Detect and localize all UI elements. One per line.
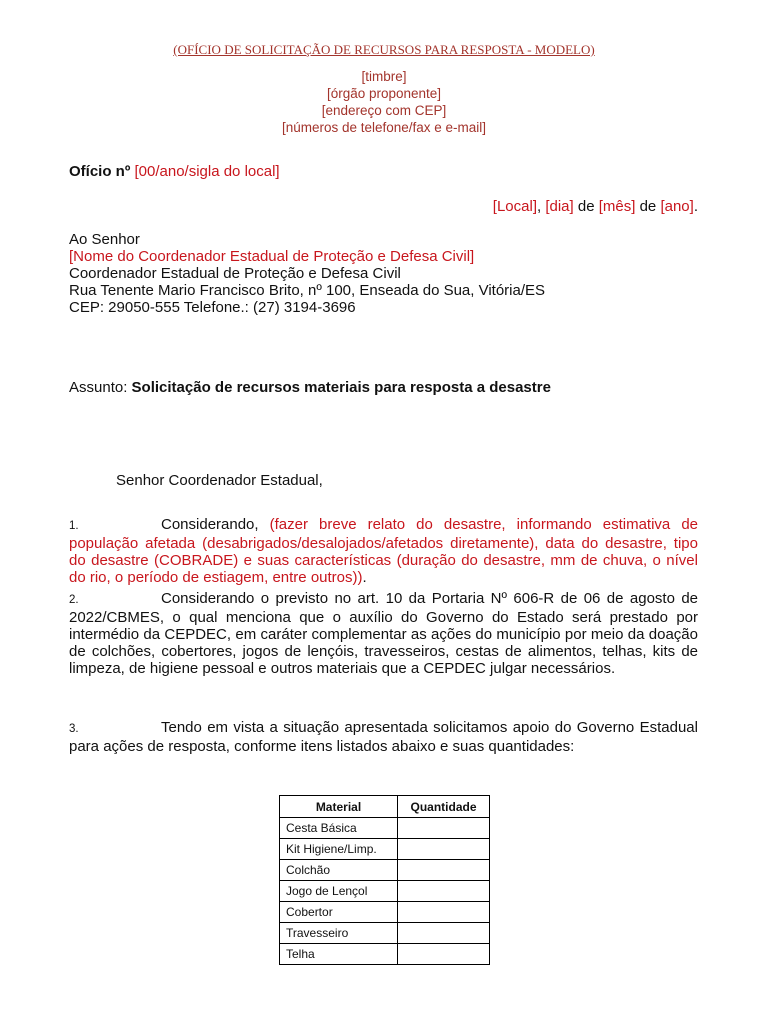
subject-line — [69, 379, 551, 396]
letterhead — [0, 68, 768, 136]
address-greeting: Ao Senhor — [69, 231, 140, 248]
quantity-cell[interactable] — [398, 818, 490, 839]
material-cell: Jogo de Lençol — [280, 881, 398, 902]
oficio-value: [00/ano/sigla do local] — [134, 163, 280, 180]
date-end: . — [693, 198, 698, 215]
letterhead-timbre: [timbre] — [361, 69, 407, 84]
paragraph-3 — [69, 719, 698, 755]
subject-label: Assunto: — [69, 379, 132, 396]
paragraph-1-number: 1. — [69, 520, 79, 532]
salutation: Senhor Coordenador Estadual, — [116, 472, 323, 489]
address-role: Coordenador Estadual de Proteção e Defesa Civil — [69, 265, 401, 282]
document-title: (OFÍCIO DE SOLICITAÇÃO DE RECURSOS PARA RESPOSTA - MODELO) — [173, 42, 595, 57]
header-material: Material — [280, 796, 398, 818]
table-row — [280, 902, 490, 923]
subject-text: Solicitação de recursos materiais para resposta a desastre — [131, 379, 551, 396]
date-ano: [ano] — [660, 198, 694, 215]
quantity-cell[interactable] — [398, 923, 490, 944]
header-quantidade: Quantidade — [398, 796, 490, 818]
oficio-label: Ofício nº — [69, 163, 131, 180]
address-cep: CEP: 29050-555 Telefone.: (27) 3194-3696 — [69, 299, 356, 316]
material-cell: Travesseiro — [280, 923, 398, 944]
table-header-row — [280, 796, 490, 818]
table-row — [280, 839, 490, 860]
letterhead-contato: [números de telefone/fax e e-mail] — [281, 120, 487, 135]
paragraph-1-end: . — [362, 569, 367, 586]
date-dia: [dia] — [545, 198, 574, 215]
address-street: Rua Tenente Mario Francisco Brito, nº 100, Enseada do Sua, Vitória/ES — [69, 282, 546, 299]
paragraph-1 — [69, 516, 698, 586]
paragraph-2 — [69, 590, 698, 677]
quantity-cell[interactable] — [398, 881, 490, 902]
paragraph-3-number: 3. — [69, 723, 79, 735]
recipient-address — [69, 231, 545, 316]
quantity-cell[interactable] — [398, 944, 490, 965]
materials-table — [279, 795, 490, 965]
material-cell: Colchão — [280, 860, 398, 881]
paragraph-1-placeholder: (fazer breve relato do desastre, informando estimativa de população afetada (desabrigados/desalojados/afetados diretamente), data do desastre, tipo do desastre (COBRADE) e suas características (duração do desastre, mm de chuva, o nível do rio, o período de estiagem, entre outros)) — [69, 516, 698, 586]
date-de-2: de — [635, 198, 661, 215]
date-local: [Local] — [492, 198, 537, 215]
quantity-cell[interactable] — [398, 860, 490, 881]
paragraph-3-text: Tendo em vista a situação apresentada solicitamos apoio do Governo Estadual para ações de resposta, conforme itens listados abaixo e suas quantidades: — [69, 719, 698, 755]
paragraph-2-number: 2. — [69, 594, 79, 606]
date-line — [493, 198, 698, 215]
material-cell: Cesta Básica — [280, 818, 398, 839]
quantity-cell[interactable] — [398, 839, 490, 860]
table-row — [280, 860, 490, 881]
material-cell: Kit Higiene/Limp. — [280, 839, 398, 860]
table-row — [280, 881, 490, 902]
address-name: [Nome do Coordenador Estadual de Proteção e Defesa Civil] — [69, 248, 475, 265]
table-row — [280, 923, 490, 944]
table-row — [280, 818, 490, 839]
paragraph-2-text: Considerando o previsto no art. 10 da Portaria Nº 606-R de 06 de agosto de 2022/CBMES, o qual menciona que o auxílio do Governo do Estado será prestado por intermédio da CEPDEC, em caráter complementar as ações do município por meio da doação de colchões, cobertores, jogos de lençóis, travesseiros, cestas de alimentos, telhas, kits de limpeza, de higiene pessoal e outros materiais que a CEPDEC julgar necessários. — [69, 590, 698, 677]
letterhead-endereco: [endereço com CEP] — [321, 103, 447, 118]
material-cell: Cobertor — [280, 902, 398, 923]
letterhead-orgao: [órgão proponente] — [326, 86, 442, 101]
table-row — [280, 944, 490, 965]
date-mes: [mês] — [598, 198, 636, 215]
date-sep: , — [537, 198, 546, 215]
date-de-1: de — [573, 198, 599, 215]
oficio-number — [69, 163, 280, 180]
paragraph-1-lead: Considerando, — [161, 516, 270, 533]
material-cell: Telha — [280, 944, 398, 965]
quantity-cell[interactable] — [398, 902, 490, 923]
